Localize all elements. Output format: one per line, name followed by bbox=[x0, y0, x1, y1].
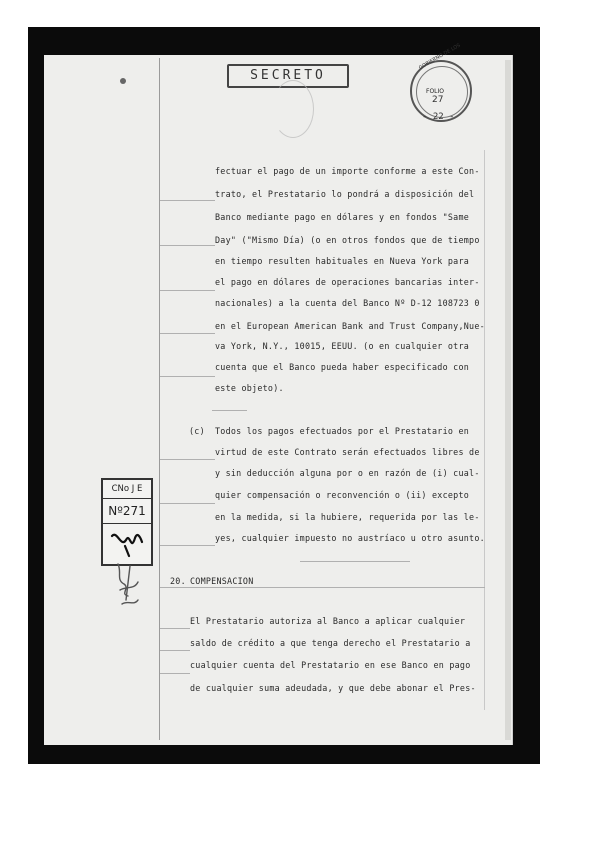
text-line: fectuar el pago de un importe conforme a este Con- bbox=[215, 166, 480, 176]
registry-stamp-title: CNo J E bbox=[103, 480, 151, 499]
text-line: virtud de este Contrato serán efectuados libres de bbox=[215, 447, 480, 457]
rule bbox=[212, 410, 247, 411]
folio-label: FOLIO bbox=[426, 88, 445, 95]
faint-seal bbox=[272, 80, 314, 138]
text-line: Banco mediante pago en dólares y en fondos "Same bbox=[215, 212, 470, 222]
folio-seal-text: GOBIERNO DE LOS bbox=[418, 42, 462, 72]
right-margin-line bbox=[484, 150, 485, 710]
page-edge bbox=[505, 60, 511, 740]
rule bbox=[160, 333, 215, 334]
item-marker: (c) bbox=[189, 426, 205, 436]
text-line: en el European American Bank and Trust Company,Nue- bbox=[215, 321, 485, 331]
text-line: cuenta que el Banco pueda haber especificado con bbox=[215, 362, 470, 372]
text-line: trato, el Prestatario lo pondrá a disposición del bbox=[215, 189, 475, 199]
text-line: Day" ("Mismo Día) (o en otros fondos que de tiempo bbox=[215, 235, 480, 245]
text-line: cualquier cuenta del Prestatario en ese Banco en pago bbox=[190, 660, 471, 670]
rule bbox=[160, 503, 215, 504]
secreto-stamp: SECRETO bbox=[227, 64, 349, 88]
rule bbox=[160, 628, 190, 629]
page-number: - 22 - bbox=[422, 112, 455, 122]
section-rule bbox=[160, 587, 485, 588]
rule bbox=[160, 545, 215, 546]
rule bbox=[160, 245, 215, 246]
text-line: va York, N.Y., 10015, EEUU. (o en cualquier otra bbox=[215, 341, 470, 351]
left-margin-line bbox=[159, 58, 160, 740]
rule bbox=[160, 650, 190, 651]
rule bbox=[160, 290, 215, 291]
text-line: en la medida, si la hubiere, requerida por las le- bbox=[215, 512, 480, 522]
text-line: este objeto). bbox=[215, 383, 284, 393]
text-line: y sin deducción alguna por o en razón de (i) cual- bbox=[215, 468, 480, 478]
text-line: yes, cualquier impuesto no austríaco u otro asunto. bbox=[215, 533, 485, 543]
text-line: de cualquier suma adeudada, y que debe abonar el Pres- bbox=[190, 683, 476, 693]
text-line: el pago en dólares de operaciones bancarias inter- bbox=[215, 277, 480, 287]
text-line: quier compensación o reconvención o (ii) excepto bbox=[215, 490, 470, 500]
text-line: nacionales) a la cuenta del Banco Nº D-12 108723 0 bbox=[215, 298, 480, 308]
stamp-signature bbox=[109, 526, 145, 560]
text-line: saldo de crédito a que tenga derecho el Prestatario a bbox=[190, 638, 471, 648]
section-number: 20. bbox=[170, 576, 186, 586]
rule bbox=[160, 376, 215, 377]
rule bbox=[300, 561, 410, 562]
rule bbox=[160, 673, 190, 674]
margin-signature bbox=[112, 560, 144, 608]
registry-stamp bbox=[101, 478, 153, 566]
registry-stamp-number: Nº271 bbox=[103, 499, 151, 524]
rule bbox=[160, 459, 215, 460]
rule bbox=[160, 200, 215, 201]
punch-hole bbox=[120, 78, 126, 84]
section-title: COMPENSACION bbox=[190, 576, 254, 586]
folio-number: 27 bbox=[432, 95, 444, 105]
text-line: El Prestatario autoriza al Banco a aplicar cualquier bbox=[190, 616, 466, 626]
text-line: Todos los pagos efectuados por el Prestatario en bbox=[215, 426, 470, 436]
text-line: en tiempo resulten habituales en Nueva York para bbox=[215, 256, 470, 266]
